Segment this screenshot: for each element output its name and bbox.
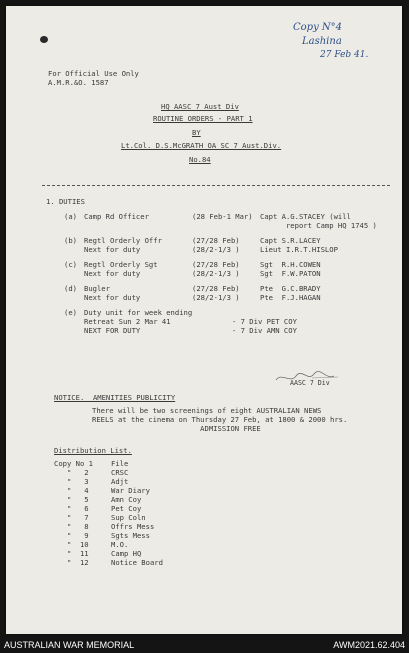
distribution-copy: " 11 [54, 549, 89, 558]
duty-label: Camp Rd Officer [84, 212, 149, 221]
distribution-copy: " 4 [54, 486, 89, 495]
distribution-copy: " 8 [54, 522, 89, 531]
duty-letter: (b) [64, 236, 77, 245]
duty-letter: (a) [64, 212, 77, 221]
archive-footer-bar [0, 636, 409, 653]
duty-label: Duty unit for week ending Retreat Sun 2 Mar 41 NEXT FOR DUTY [84, 308, 193, 335]
distribution-copy: Copy No 1 [54, 459, 93, 468]
duty-dates: (27/28 Feb) (28/2-1/3 ) [192, 260, 240, 278]
duty-names: - 7 Div PET COY - 7 Div AMN COY [232, 317, 297, 335]
duty-dates: (28 Feb-1 Mar) [192, 212, 253, 221]
duty-names: Sgt R.H.COWEN Sgt F.W.PATON [260, 260, 321, 278]
duty-label: Regtl Orderly Offr Next for duty [84, 236, 162, 254]
document-page [6, 6, 402, 634]
duty-dates: (27/28 Feb) (28/2-1/3 ) [192, 236, 240, 254]
distribution-copy: " 9 [54, 531, 89, 540]
distribution-copy: " 7 [54, 513, 89, 522]
hq-heading: HQ AASC 7 Aust Div [161, 102, 239, 111]
stamp-text: AASC 7 Div [290, 379, 330, 387]
punch-hole-icon [40, 36, 48, 43]
distribution-heading: Distribution List. [54, 446, 132, 455]
handwritten-copy-note: Copy N°4 [293, 22, 343, 33]
distribution-recipient: Pet Coy [111, 504, 142, 513]
officer-line: Lt.Col. D.S.McGRATH OA SC 7 Aust.Div. [121, 141, 282, 150]
distribution-copy: " 5 [54, 495, 89, 504]
distribution-copy: " 12 [54, 558, 89, 567]
duty-letter: (d) [64, 284, 77, 293]
duties-heading: 1. DUTIES [46, 197, 85, 206]
orders-title: ROUTINE ORDERS - PART 1 [153, 114, 253, 123]
by-line: BY [192, 128, 201, 137]
distribution-recipient: Notice Board [111, 558, 163, 567]
distribution-recipient: Adjt [111, 477, 129, 486]
handwritten-date: 27 Feb 41. [320, 50, 369, 60]
notice-text: There will be two screenings of eight AUSTRALIAN NEWS REELS at the cinema on Thursday 27 Feb, at 1800 & 2000 hrs. ADMISSION FREE [92, 406, 348, 433]
archive-reference: AWM2021.62.404 [333, 640, 405, 650]
distribution-recipient: Sup Coln [111, 513, 146, 522]
distribution-copy: " 3 [54, 477, 89, 486]
distribution-recipient: M.O. [111, 540, 129, 549]
duty-letter: (c) [64, 260, 77, 269]
duty-names: Capt A.G.STACEY (will report Camp HQ 1745 ) [260, 212, 377, 230]
duty-label: Bugler Next for duty [84, 284, 141, 302]
separator-rule [42, 185, 390, 186]
distribution-copy: " 10 [54, 540, 89, 549]
duty-names: Pte G.C.BRADY Pte F.J.HAGAN [260, 284, 321, 302]
orders-number: No.84 [189, 155, 211, 164]
distribution-recipient: CRSC [111, 468, 129, 477]
duty-dates: (27/28 Feb) (28/2-1/3 ) [192, 284, 240, 302]
distribution-recipient: Camp HQ [111, 549, 142, 558]
official-use-line: For Official Use Only [48, 69, 139, 78]
reference-line: A.M.R.&O. 1587 [48, 78, 109, 87]
distribution-recipient: Sgts Mess [111, 531, 150, 540]
archive-name: AUSTRALIAN WAR MEMORIAL [4, 640, 135, 650]
distribution-copy: " 6 [54, 504, 89, 513]
distribution-recipient: War Diary [111, 486, 150, 495]
distribution-recipient: Amn Coy [111, 495, 142, 504]
notice-heading: NOTICE. AMENITIES PUBLICITY [54, 393, 176, 402]
distribution-copy: " 2 [54, 468, 89, 477]
duty-label: Regtl Orderly Sgt Next for duty [84, 260, 158, 278]
duty-letter: (e) [64, 308, 77, 317]
duty-names: Capt S.R.LACEY Lieut I.R.T.HISLOP [260, 236, 338, 254]
distribution-recipient: Offrs Mess [111, 522, 155, 531]
distribution-recipient: File [111, 459, 129, 468]
handwritten-name: Lashina [302, 36, 342, 47]
